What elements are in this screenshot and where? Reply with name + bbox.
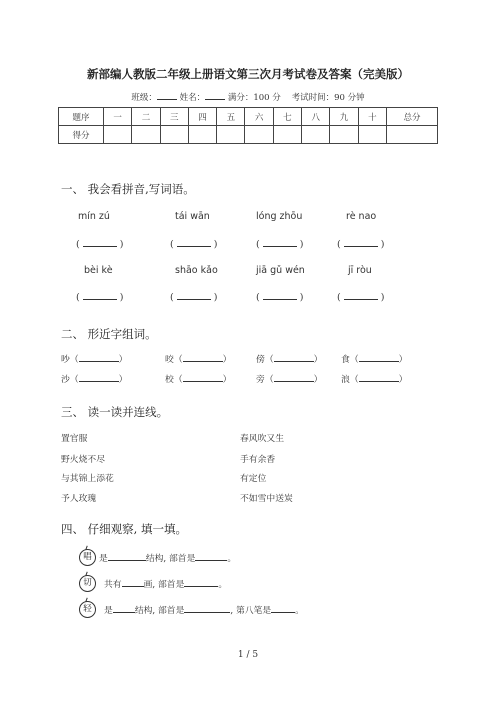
section3-heading: 三、 读一读并连线。: [61, 405, 169, 419]
answer-blank[interactable]: ( ): [170, 239, 218, 250]
score-table: [58, 107, 438, 144]
name-blank[interactable]: [205, 90, 225, 100]
score-cell[interactable]: [132, 126, 160, 144]
score-cell[interactable]: [358, 126, 386, 144]
class-blank[interactable]: [157, 90, 177, 100]
pinyin: jī ròu: [348, 265, 372, 276]
compound-item[interactable]: 吵（ ）: [61, 352, 127, 365]
fill-line[interactable]: 是 结构, 部首是 , 第八笔是 。: [104, 603, 304, 616]
answer-blank[interactable]: ( ): [337, 239, 385, 250]
pinyin: tái wān: [175, 211, 210, 222]
full-score: 满分：100 分: [227, 93, 281, 103]
answer-blank[interactable]: ( ): [337, 292, 385, 303]
header-cell-total: 总分: [387, 108, 438, 126]
compound-item[interactable]: 校（ ）: [165, 372, 231, 385]
score-table-header-row: [59, 108, 438, 126]
header-cell: 七: [273, 108, 301, 126]
score-cell[interactable]: [302, 126, 330, 144]
header-cell: 五: [217, 108, 245, 126]
page-number: 1 / 5: [237, 650, 259, 660]
match-left-item[interactable]: 予人玫瑰: [61, 494, 97, 504]
exam-info-line: [0, 90, 496, 103]
answer-blank[interactable]: ( ): [256, 292, 304, 303]
compound-item[interactable]: 傍（ ）: [256, 352, 322, 365]
score-cell[interactable]: [330, 126, 358, 144]
pinyin: lóng zhōu: [256, 211, 303, 222]
answer-blank[interactable]: ( ): [170, 292, 218, 303]
pinyin: jiā gǔ wén: [256, 265, 305, 276]
header-cell-order: 题序: [59, 108, 104, 126]
header-cell: 四: [188, 108, 216, 126]
match-left-item[interactable]: 与其锦上添花: [61, 474, 114, 484]
section2-heading: 二、 形近字组词。: [61, 327, 157, 341]
compound-item[interactable]: 沙（ ）: [61, 372, 127, 385]
score-table-score-row: [59, 126, 438, 144]
compound-item[interactable]: 咬（ ）: [165, 352, 231, 365]
header-cell: 九: [330, 108, 358, 126]
exam-time: 考试时间：90 分钟: [291, 93, 365, 103]
character-circle: 轻: [79, 601, 96, 618]
match-left-item[interactable]: 野火烧不尽: [61, 455, 105, 465]
match-right-item[interactable]: 不如雪中送炭: [240, 494, 293, 504]
name-label: 姓名：: [179, 93, 206, 103]
fill-line[interactable]: 共有 画, 部首是 。: [104, 577, 227, 590]
match-left-item[interactable]: 置官服: [61, 434, 88, 444]
pinyin: shāo kǎo: [175, 265, 218, 276]
score-cell[interactable]: [387, 126, 438, 144]
header-cell: 一: [104, 108, 132, 126]
section1-heading: 一、 我会看拼音,写词语。: [61, 182, 195, 196]
header-cell: 八: [302, 108, 330, 126]
answer-blank[interactable]: ( ): [256, 239, 304, 250]
header-cell: 十: [358, 108, 386, 126]
score-cell[interactable]: [217, 126, 245, 144]
match-right-item[interactable]: 手有余香: [240, 455, 276, 465]
score-cell[interactable]: [245, 126, 273, 144]
match-right-item[interactable]: 春风吹又生: [240, 434, 284, 444]
answer-blank[interactable]: ( ): [76, 292, 124, 303]
compound-item[interactable]: 食（ ）: [341, 352, 407, 365]
score-row-label: 得分: [59, 126, 104, 144]
score-cell[interactable]: [273, 126, 301, 144]
match-right-item[interactable]: 有定位: [240, 474, 267, 484]
section4-heading: 四、 仔细观察, 填一填。: [61, 522, 187, 536]
class-label: 班级：: [131, 93, 157, 103]
score-cell[interactable]: [104, 126, 132, 144]
score-cell[interactable]: [160, 126, 188, 144]
header-cell: 三: [160, 108, 188, 126]
character-circle: 切: [79, 575, 96, 592]
page-title: 新部编人教版二年级上册语文第三次月考试卷及答案（完美版）: [87, 67, 409, 81]
pinyin: rè nao: [346, 211, 377, 222]
compound-item[interactable]: 旁（ ）: [256, 372, 322, 385]
header-cell: 二: [132, 108, 160, 126]
fill-line[interactable]: 是 结构, 部首是 。: [99, 551, 236, 564]
character-circle: 唱: [79, 549, 96, 566]
pinyin: mín zú: [78, 211, 110, 222]
header-cell: 六: [245, 108, 273, 126]
compound-item[interactable]: 浪（ ）: [341, 372, 407, 385]
score-cell[interactable]: [188, 126, 216, 144]
pinyin: bèi kè: [84, 265, 113, 276]
answer-blank[interactable]: ( ): [76, 239, 124, 250]
